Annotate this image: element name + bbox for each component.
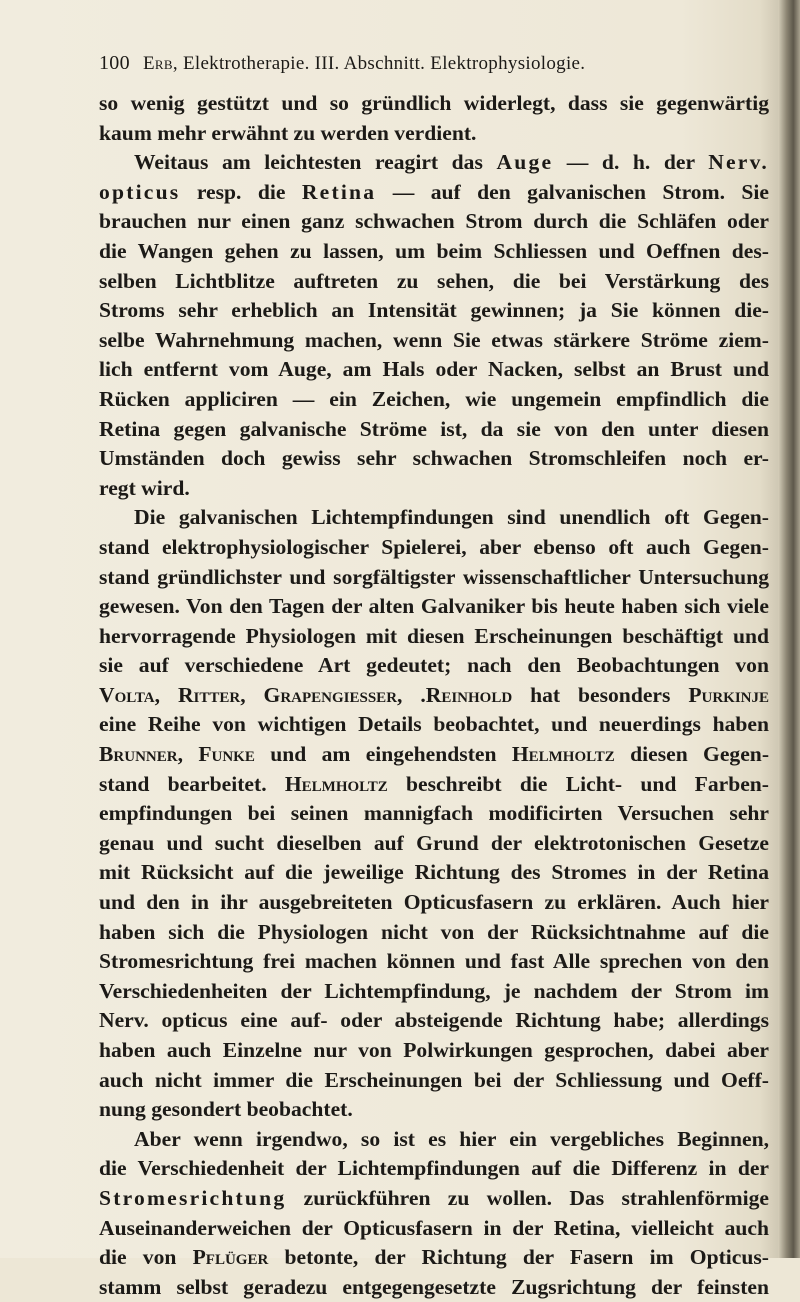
text-run: genau und sucht dieselben auf Grund der elektrotonischen Gesetze [99,830,769,855]
text-line [99,799,769,829]
text-run: gewesen. Von den Tagen der alten Galvaniker bis heute haben sich viele [99,594,769,619]
text-run: selbe Wahrnehmung machen, wenn Sie etwas stärkere Ströme ziem- [99,327,769,352]
emphasized-term: opticus [99,179,181,204]
text-run: resp. die [180,179,302,204]
text-run: Weitaus am leichtesten reagirt das [134,150,497,175]
text-run: Aber wenn irgendwo, so ist es hier ein vergebliches Beginnen, [134,1126,769,1151]
text-run: Auseinanderweichen der Opticusfasern in der Retina, vielleicht auch [99,1215,769,1240]
text-run: Stroms sehr erheblich an Intensität gewinnen; ja Sie können die- [99,298,769,323]
text-line [99,1066,769,1096]
text-line [99,444,769,474]
text-line [99,1006,769,1036]
text-run: hat besonders [512,682,689,707]
text-run: beschreibt die Licht- und Farben- [387,771,769,796]
text-line [99,977,769,1007]
text-run: Retina gegen galvanische Ströme ist, da sie von den unter diesen [99,416,769,441]
emphasized-term: Nerv. [708,150,769,175]
text-line [99,858,769,888]
author-name: Volta [99,682,155,707]
text-run: — d. h. der [553,150,709,175]
text-run: , [177,742,199,767]
text-line [99,1095,769,1125]
text-run: eine Reihe von wichtigen Details beobachtet, und neuerdings haben [99,712,769,737]
text-run: empfindungen bei seinen mannigfach modificirten Versuchen sehr [99,801,769,826]
text-line [99,563,769,593]
text-run: lich entfernt vom Auge, am Hals oder Nacken, selbst an Brust und [99,357,769,382]
text-run: stand elektrophysiologischer Spielerei, aber ebenso oft auch Gegen- [99,534,769,559]
text-line [99,385,769,415]
author-name: Reinhold [425,682,513,707]
author-name: Funke [198,742,255,767]
text-run: die Wangen gehen zu lassen, um beim Schliessen und Oeffnen des- [99,238,769,263]
page-edge-shadow [778,0,800,1258]
text-line [99,829,769,859]
text-run: und am eingehendsten [254,742,512,767]
header-title: , Elektrotherapie. III. Abschnitt. Elektrophysiologie. [172,53,586,74]
text-line [99,592,769,622]
text-line [99,503,769,533]
text-line [99,1214,769,1244]
text-line [99,710,769,740]
text-run: so wenig gestützt und so gründlich widerlegt, dass sie gegenwärtig [99,91,769,115]
text-line [99,355,769,385]
text-line [99,947,769,977]
text-line [99,474,769,504]
text-run: mit Rücksicht auf die jeweilige Richtung des Stromes in der Retina [99,860,769,885]
running-header [99,52,779,75]
text-line [99,651,769,681]
text-line [99,267,769,297]
text-run: stand bearbeitet. [99,771,285,796]
text-run: haben auch Einzelne nur von Polwirkungen gesprochen, dabei aber [99,1038,769,1062]
text-run: betonte, der Richtung der Fasern im Opticus- [268,1245,769,1270]
text-run: , . [397,682,426,707]
author-name: Purkinje [688,682,770,707]
text-run: selben Lichtblitze auftreten zu sehen, die bei Verstärkung des [99,268,769,293]
author-name: Helmholtz [511,742,615,767]
text-run: Die galvanischen Lichtempfindungen sind unendlich oft Gegen- [134,505,769,530]
text-run: haben sich die Physiologen nicht von der Rücksichtnahme auf die [99,919,769,944]
text-line [99,415,769,445]
text-run: nung gesondert beobachtet. [99,1097,353,1122]
text-line [99,770,769,800]
text-run: , [154,682,178,707]
emphasized-term: Auge [496,150,554,175]
header-author: Erb [143,53,173,74]
text-run: diesen Gegen- [614,742,770,767]
text-line [99,296,769,326]
text-run: stand gründlichster und sorgfältigster wissenschaftlicher Untersuchung [99,564,769,589]
text-run: Verschiedenheiten der Lichtempfindung, je nachdem der Strom im [99,978,769,1003]
text-line [99,1273,769,1302]
text-run: kaum mehr erwähnt zu werden verdient. [99,120,477,145]
text-run: regt wird. [99,475,190,500]
text-run: stamm selbst geradezu entgegengesetzte Zugsrichtung der feinsten [99,1274,769,1299]
text-run: und den in ihr ausgebreiteten Opticusfasern zu erklären. Auch hier [99,890,769,915]
text-line [99,237,769,267]
text-line [99,1125,769,1155]
text-line [99,207,769,237]
emphasized-term: Retina [301,179,377,204]
author-name: Helmholtz [284,771,388,796]
text-line [99,1036,769,1066]
text-run: die von [99,1245,193,1270]
body-text [99,89,769,1302]
text-run: , [240,682,264,707]
author-name: Pflüger [192,1245,269,1270]
text-line [99,681,769,711]
text-line [99,119,769,149]
text-run: auch nicht immer die Erscheinungen bei der Schliessung und Oeff- [99,1067,769,1092]
page-number: 100 [99,52,130,74]
text-run: die Verschiedenheit der Lichtempfindungen auf die Differenz in der [99,1156,769,1181]
text-run: Rücken appliciren — ein Zeichen, wie ungemein empfindlich die [99,386,769,411]
text-run: Umständen doch gewiss sehr schwachen Stromschleifen noch er- [99,446,769,471]
text-line [99,148,769,178]
text-run: hervorragende Physiologen mit diesen Erscheinungen beschäftigt und [99,623,769,648]
text-run: brauchen nur einen ganz schwachen Strom durch die Schläfen oder [99,209,769,234]
author-name: Ritter [177,682,241,707]
text-line [99,1184,769,1214]
text-line [99,622,769,652]
text-line [99,326,769,356]
text-run: Nerv. opticus eine auf- oder absteigende Richtung habe; allerdings [99,1008,769,1033]
emphasized-term: Stromesrichtung [99,1185,287,1210]
text-line [99,89,769,119]
text-run: — auf den galvanischen Strom. Sie [376,179,769,204]
text-run: sie auf verschiedene Art gedeutet; nach den Beobachtungen von [99,653,769,678]
text-line [99,178,769,208]
text-run: zurückführen zu wollen. Das strahlenförmige [286,1185,769,1210]
author-name: Brunner [99,742,178,767]
text-line [99,918,769,948]
text-line [99,533,769,563]
text-line [99,740,769,770]
author-name: Grapengiesser [263,682,398,707]
text-line [99,888,769,918]
text-run: Stromesrichtung frei machen können und fast Alle sprechen von den [99,949,769,974]
text-line [99,1154,769,1184]
